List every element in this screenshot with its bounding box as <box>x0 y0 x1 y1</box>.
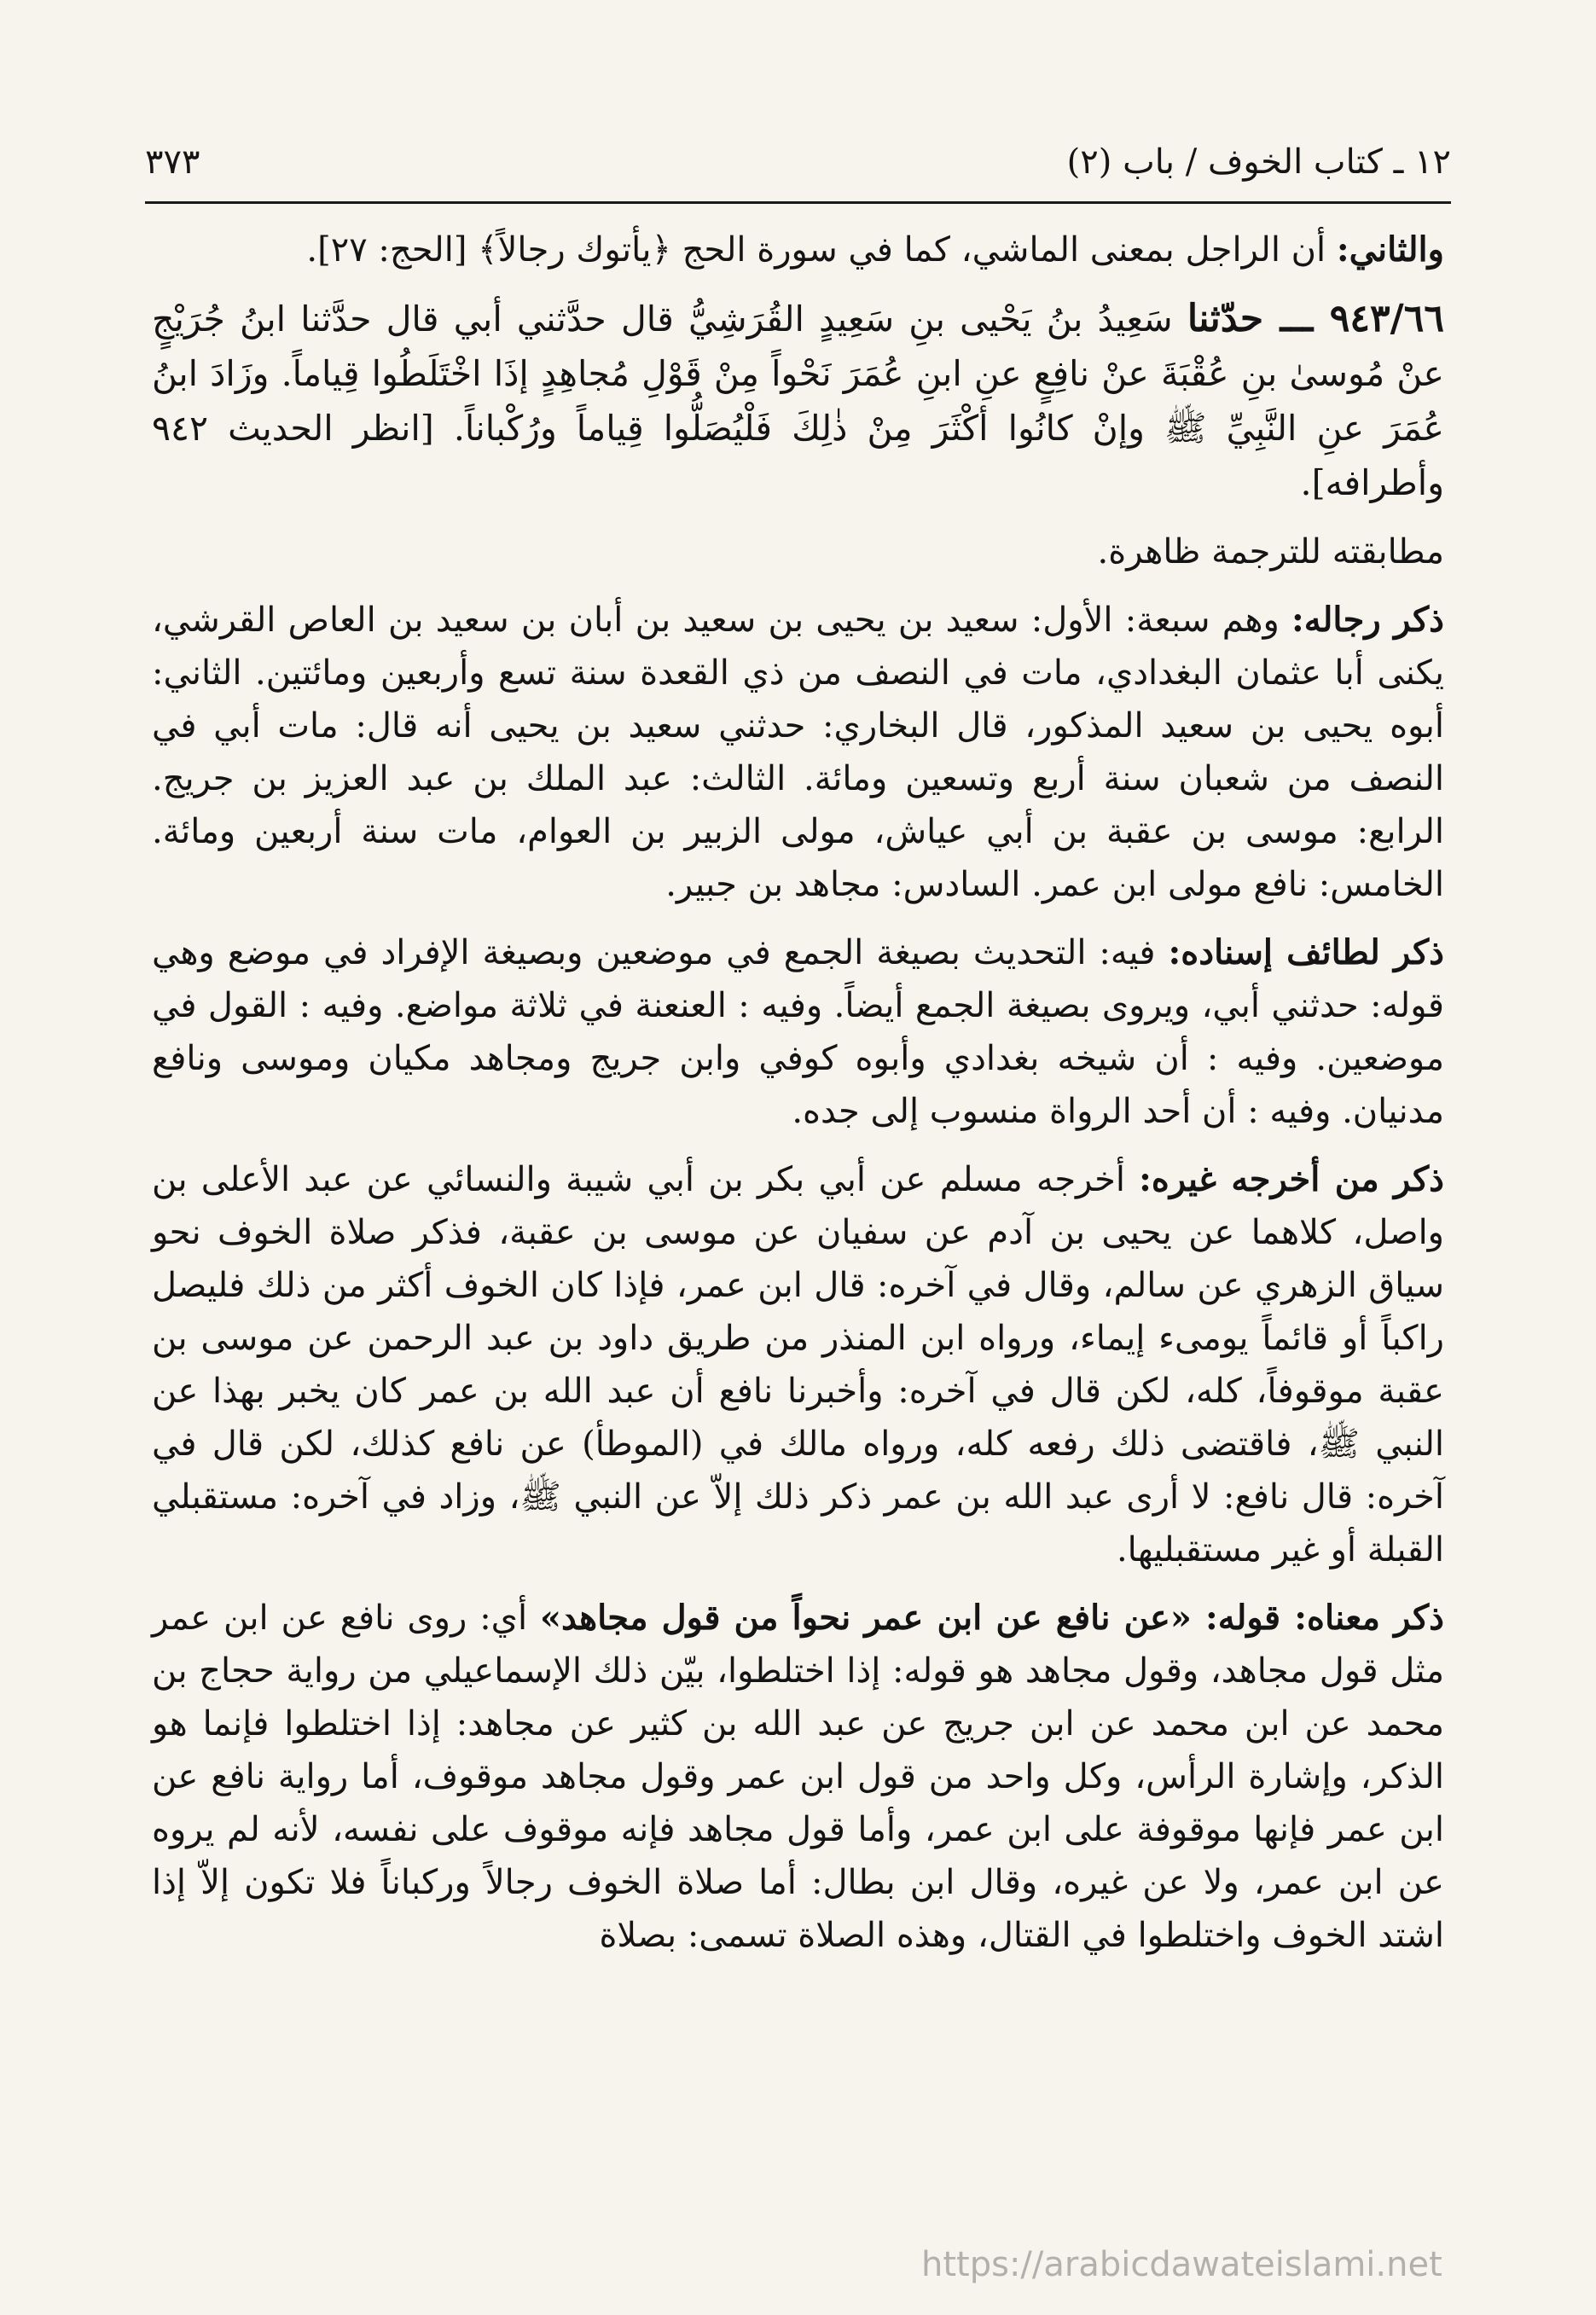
paragraph-other-narrators <box>152 1153 1444 1576</box>
page-number: ٣٧٣ <box>145 142 200 182</box>
watermark-url: https://arabicdawateislami.net <box>921 2245 1442 2284</box>
paragraph-lead: ذكر رجاله: <box>1291 600 1444 640</box>
chapter-heading: ١٢ ـ كتاب الخوف / باب (٢) <box>1066 142 1451 182</box>
paragraph-lead: ذكر معناه: قوله: «عن نافع عن ابن عمر نحواً من قول مجاهد» <box>539 1598 1444 1638</box>
page-header <box>145 128 1451 196</box>
paragraph-text: أخرجه مسلم عن أبي بكر بن أبي شيبة والنسائي عن عبد الأعلى بن واصل، كلاهما عن يحيى بن آدم عن سفيان عن موسى بن عقبة، فذكر صلاة الخوف نحو سياق الزهري عن سالم، وقال في آخره: قال ابن عمر، فإذا كان الخوف أكثر من ذلك فليصل راكباً أو قائماً يومىء إيماء، ورواه ابن المنذر من طريق داود بن عبد الرحمن عن موسى بن عقبة موقوفاً، كله، لكن قال في آخره: وأخبرنا نافع أن عبد الله بن عمر كان يخبر بهذا عن النبي ﷺ، فاقتضى ذلك رفعه كله، ورواه مالك في (الموطأ) عن نافع كذلك، لكن قال في آخره: قال نافع: لا أرى عبد الله بن عمر ذكر ذلك إلاّ عن النبي ﷺ، وزاد في آخره: مستقبلي القبلة أو غير مستقبليها. <box>152 1160 1445 1569</box>
paragraph-isnad-subtleties <box>152 926 1444 1138</box>
paragraph-text: وهم سبعة: الأول: سعيد بن يحيى بن سعيد بن أبان بن سعيد بن العاص القرشي، يكنى أبا عثمان البغدادي، مات في النصف من ذي القعدة سنة تسع وأربعين ومائتين. الثاني: أبوه يحيى بن سعيد المذكور، قال البخاري: حدثني سعيد بن يحيى أنه قال: مات أبي في النصف من شعبان سنة أربع وتسعين ومائة. الثالث: عبد الملك بن عبد العزيز بن جريج. الرابع: موسى بن عقبة بن أبي عياش، مولى الزبير بن العوام، مات سنة أربعين ومائة. الخامس: نافع مولى ابن عمر. السادس: مجاهد بن جبير. <box>152 601 1444 904</box>
paragraph-text: أن الراجل بمعنى الماشي، كما في سورة الحج ﴿يأتوك رجالاً﴾ [الحج: ٢٧]. <box>306 230 1337 270</box>
paragraph-text: مطابقته للترجمة ظاهرة. <box>1097 532 1444 571</box>
hadith-number: ٩٤٣/٦٦ ـــ حدّثنا <box>1187 297 1444 340</box>
paragraph-meaning <box>152 1592 1444 1962</box>
paragraph-narrators <box>152 594 1444 911</box>
hadith-text <box>152 292 1444 510</box>
hadith-body: سَعِيدُ بنُ يَحْيى بنِ سَعِيدٍ القُرَشِيُّ قال حدَّثني أبي قال حدَّثنا ابنُ جُرَيْجٍ عنْ مُوسىٰ بنِ عُقْبَةَ عنْ نافِعٍ عنِ ابنِ عُمَرَ نَحْواً مِنْ قَوْلِ مُجاهِدٍ إذَا اخْتَلَطُوا قِياماً. وزَادَ ابنُ عُمَرَ عنِ النَّبِيِّ ﷺ وإنْ كانُوا أكْثَرَ مِنْ ذٰلِكَ فَلْيُصَلُّوا قِياماً ورُكْباناً. [انظر الحديث ٩٤٢ وأطرافه]. <box>152 299 1444 503</box>
paragraph-lead: والثاني: <box>1336 229 1444 270</box>
paragraph-correspondence <box>152 525 1444 578</box>
header-rule <box>145 201 1451 204</box>
paragraph-lead: ذكر لطائف إسناده: <box>1168 932 1444 972</box>
paragraph-second-meaning <box>152 223 1444 276</box>
paragraph-lead: ذكر من أخرجه غيره: <box>1139 1159 1444 1199</box>
paragraph-text: فيه: التحديث بصيغة الجمع في موضعين وبصيغة الإفراد في موضع وهي قوله: حدثني أبي، ويروى بصيغة الجمع أيضاً. وفيه : العنعنة في ثلاثة مواضع. وفيه : القول في موضعين. وفيه : أن شيخه بغدادي وأبوه كوفي وابن جريج ومجاهد مكيان وموسى ونافع مدنيان. وفيه : أن أحد الرواة منسوب إلى جده. <box>152 933 1445 1131</box>
page-body <box>152 223 1444 1977</box>
paragraph-text: أي: روى نافع عن ابن عمر مثل قول مجاهد، وقول مجاهد هو قوله: إذا اختلطوا، بيّن ذلك الإسماعيلي من رواية حجاج بن محمد عن ابن محمد عن ابن جريج عن عبد الله بن كثير عن مجاهد: إذا اختلطوا فإنما هو الذكر، وإشارة الرأس، وكل واحد من قول ابن عمر وقول مجاهد موقوف، أما رواية نافع عن ابن عمر فإنها موقوفة على ابن عمر، وأما قول مجاهد فإنه موقوف على نفسه، لأنه لم يروه عن ابن عمر، ولا عن غيره، وقال ابن بطال: أما صلاة الخوف رجالاً وركباناً فلا تكون إلاّ إذا اشتد الخوف واختلطوا في القتال، وهذه الصلاة تسمى: بصلاة <box>152 1598 1444 1955</box>
